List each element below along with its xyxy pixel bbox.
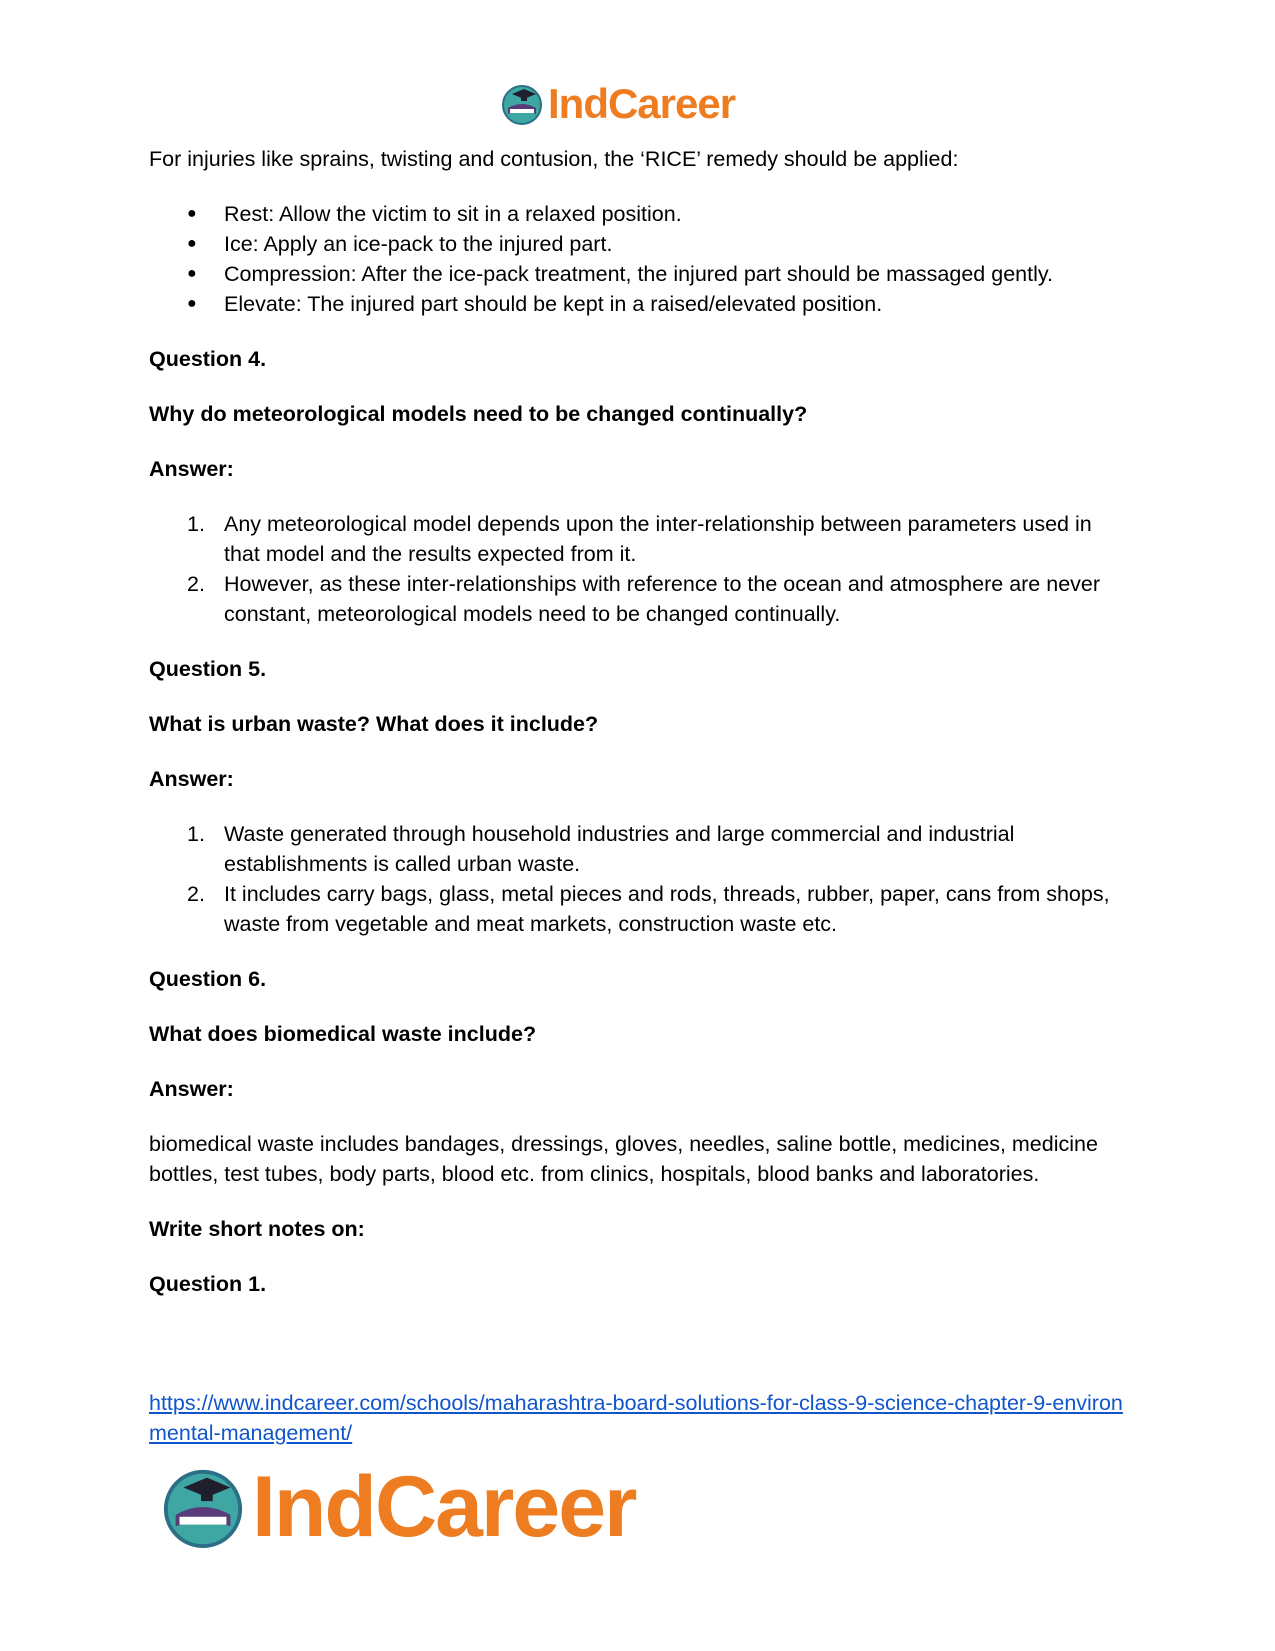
short-notes-question-1: Question 1. xyxy=(149,1272,267,1296)
rice-list xyxy=(149,199,1129,319)
list-item: 1. Any meteorological model depends upon the inter-relationship between parameters used in that model and the results expected from it. xyxy=(187,512,1092,566)
intro-text: For injuries like sprains, twisting and contusion, the ‘RICE’ remedy should be applied: xyxy=(149,147,959,171)
answer-4-list xyxy=(149,509,1129,629)
question-6-text: What does biomedical waste include? xyxy=(149,1022,537,1046)
answer-5-list xyxy=(149,819,1129,939)
question-4-label: Question 4. xyxy=(149,347,267,371)
list-item: 1. Waste generated through household industries and large commercial and industrial establishments is called urban waste. xyxy=(187,822,1015,876)
footer-logo xyxy=(160,1458,636,1555)
list-item: ● Ice: Apply an ice-pack to the injured part. xyxy=(149,229,1129,259)
answer-5-label: Answer: xyxy=(149,767,234,791)
answer-6-text: biomedical waste includes bandages, dressings, gloves, needles, saline bottle, medicines, medicine bottles, test tubes, body parts, blood etc. from clinics, hospitals, blood banks and laboratories. xyxy=(149,1132,1098,1186)
list-item: ● Rest: Allow the victim to sit in a relaxed position. xyxy=(149,199,1129,229)
globe-graduation-icon xyxy=(160,1464,246,1550)
list-item: 2. However, as these inter-relationships with reference to the ocean and atmosphere are never constant, meteorological models need to be changed continually. xyxy=(187,572,1101,626)
list-item: ● Elevate: The injured part should be kept in a raised/elevated position. xyxy=(149,289,1129,319)
logo-wordmark: IndCareer xyxy=(252,1458,636,1555)
page-content xyxy=(149,144,1129,1324)
short-notes-heading: Write short notes on: xyxy=(149,1217,365,1241)
footer-link-container xyxy=(149,1388,1129,1448)
bullet-icon: ● xyxy=(187,205,197,222)
question-5-label: Question 5. xyxy=(149,657,267,681)
answer-4-label: Answer: xyxy=(149,457,234,481)
question-5-text: What is urban waste? What does it include? xyxy=(149,712,599,736)
header-logo xyxy=(500,80,735,128)
globe-graduation-icon xyxy=(500,82,544,126)
answer-6-label: Answer: xyxy=(149,1077,234,1101)
bullet-icon: ● xyxy=(187,235,197,252)
question-4-text: Why do meteorological models need to be changed continually? xyxy=(149,402,808,426)
logo-wordmark: IndCareer xyxy=(548,80,736,127)
list-item: ● Compression: After the ice-pack treatment, the injured part should be massaged gently. xyxy=(149,259,1129,289)
question-6-label: Question 6. xyxy=(149,967,267,991)
bullet-icon: ● xyxy=(187,265,197,282)
source-url-link[interactable]: https://www.indcareer.com/schools/maharashtra-board-solutions-for-class-9-science-chapter-9-environmental-management/ xyxy=(149,1391,1123,1445)
bullet-icon: ● xyxy=(187,295,197,312)
list-item: 2. It includes carry bags, glass, metal pieces and rods, threads, rubber, paper, cans from shops, waste from vegetable and meat markets, construction waste etc. xyxy=(187,882,1110,936)
